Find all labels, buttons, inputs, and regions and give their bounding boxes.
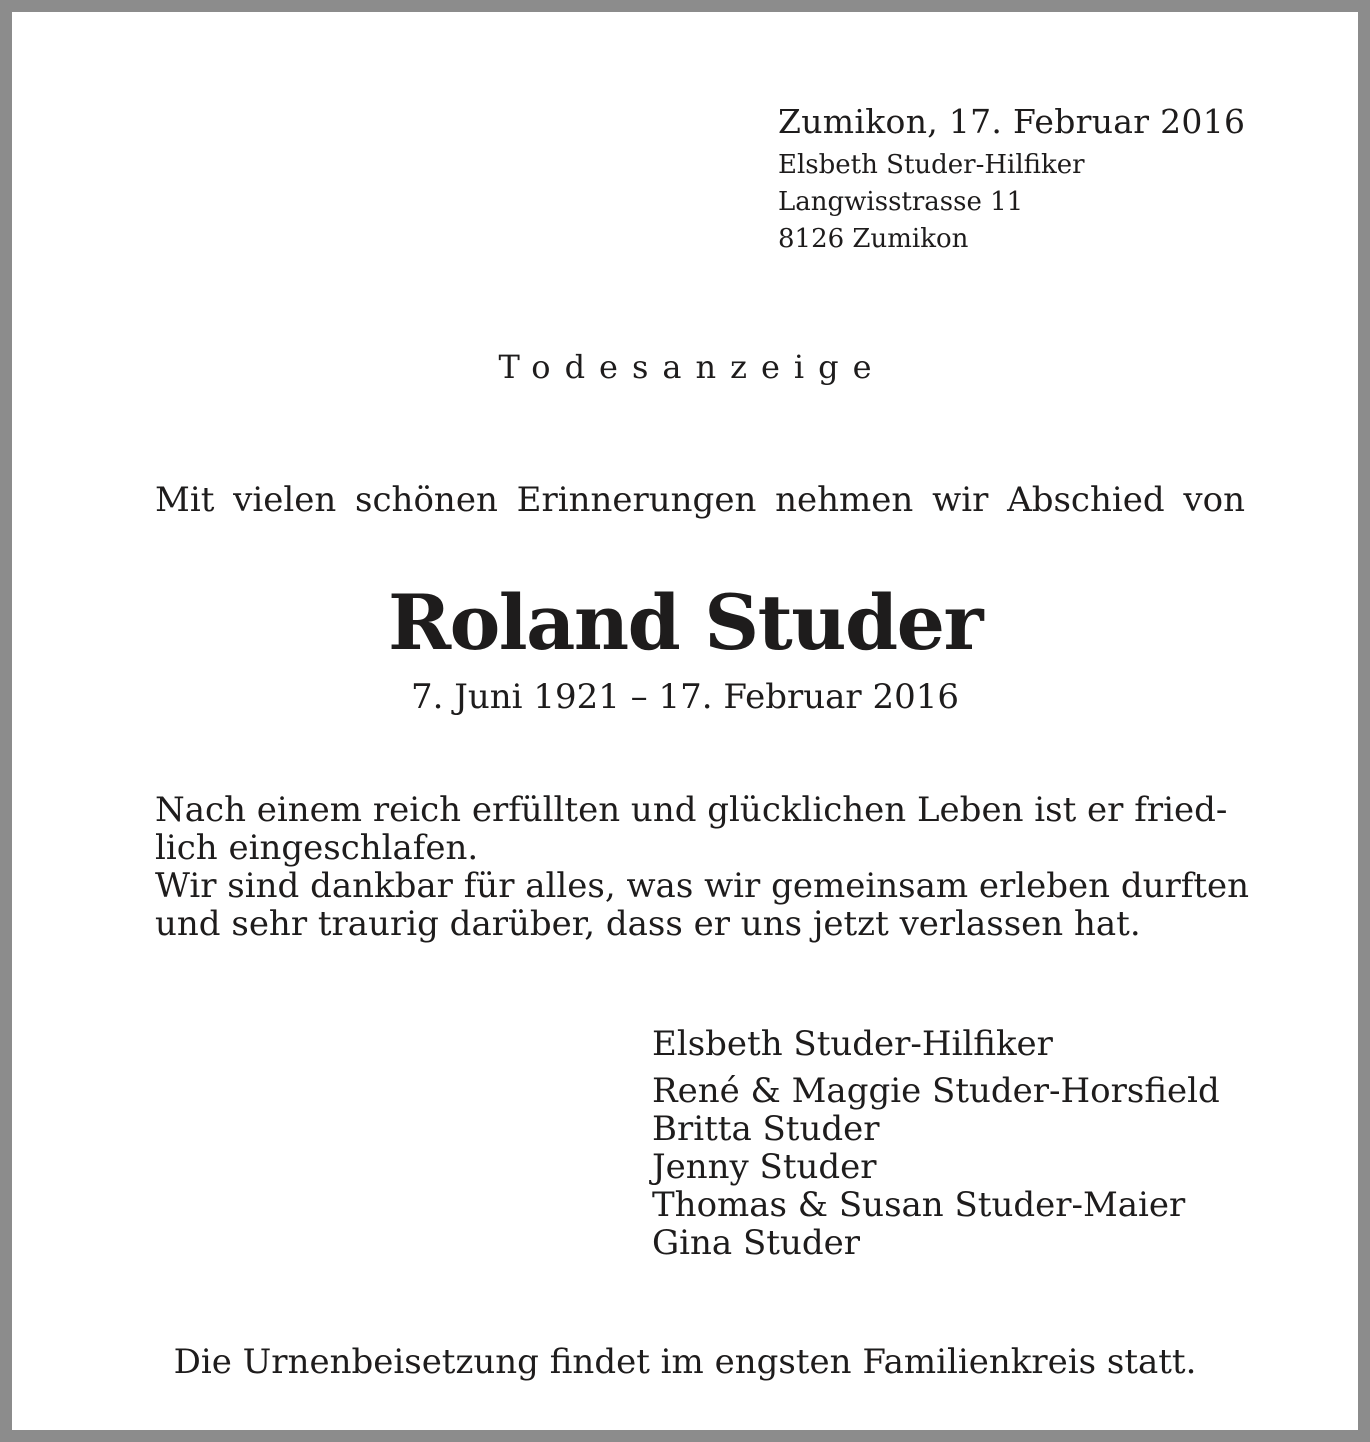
notice-heading: Todesanzeige (498, 348, 886, 386)
sender-address (778, 147, 1085, 258)
signatory: René & Maggie Studer-Horsfield (652, 1071, 1220, 1111)
lifespan-dates: 7. Juni 1921 – 17. Februar 2016 (410, 677, 959, 717)
sender-name: Elsbeth Studer-Hilfiker (778, 150, 1085, 180)
burial-note: Die Urnenbeisetzung findet im engsten Familienkreis statt. (173, 1342, 1197, 1382)
intro-line: Mit vielen schönen Erinnerungen nehmen wir Abschied von (155, 480, 1246, 520)
signatory: Jenny Studer (652, 1147, 877, 1187)
sender-street: Langwisstrasse 11 (778, 187, 1024, 217)
death-notice-page (12, 12, 1358, 1430)
signatories-list (652, 1025, 1220, 1262)
body-line: Wir sind dankbar für alles, was wir gemeinsam erleben durften (155, 866, 1250, 906)
signatory: Elsbeth Studer-Hilfiker (652, 1024, 1053, 1064)
body-line: und sehr traurig darüber, dass er uns jetzt verlassen hat. (155, 904, 1141, 944)
signatory: Gina Studer (652, 1223, 861, 1263)
body-line: lich eingeschlafen. (155, 828, 479, 868)
place-date: Zumikon, 17. Februar 2016 (778, 102, 1246, 141)
sender-city: 8126 Zumikon (778, 224, 969, 254)
signatory: Thomas & Susan Studer-Maier (652, 1185, 1186, 1225)
body-line: Nach einem reich erfüllten und glücklichen Leben ist er fried- (155, 790, 1228, 830)
signatory: Britta Studer (652, 1109, 880, 1149)
body-paragraph (155, 790, 1250, 944)
deceased-name: Roland Studer (387, 578, 983, 667)
